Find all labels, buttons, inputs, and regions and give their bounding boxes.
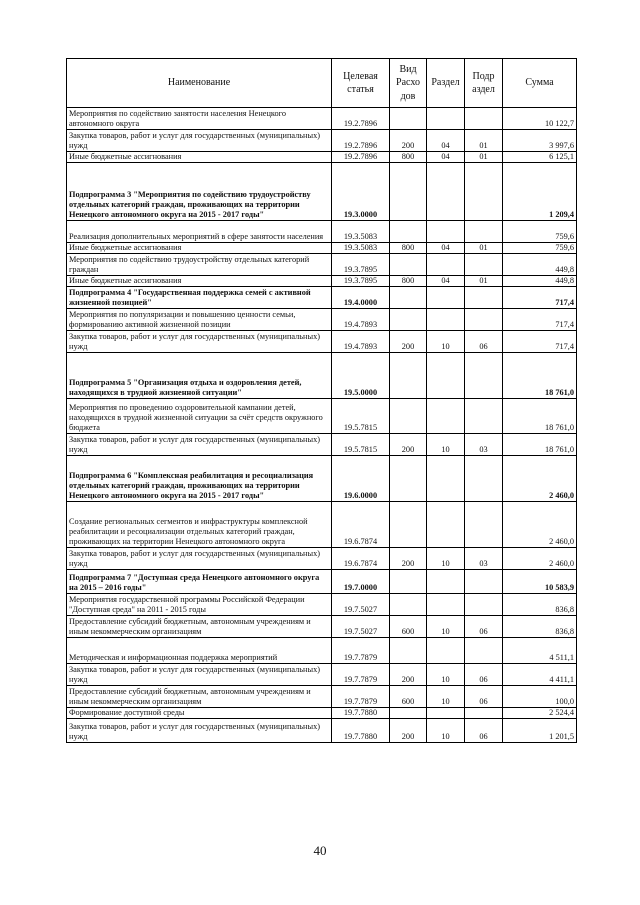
- cell-sum: 3 997,6: [503, 130, 577, 152]
- cell-podrazdel: [465, 708, 503, 719]
- cell-name: Предоставление субсидий бюджетным, автономным учреждениям и иным некоммерческим организациям: [67, 616, 332, 638]
- cell-razdel: [427, 309, 465, 331]
- cell-razdel: 04: [427, 243, 465, 254]
- cell-razdel: [427, 353, 465, 399]
- cell-razdel: [427, 399, 465, 434]
- cell-vid: [390, 638, 427, 664]
- cell-vid: [390, 309, 427, 331]
- cell-name: Предоставление субсидий бюджетным, автономным учреждениям и иным некоммерческим организациям: [67, 686, 332, 708]
- cell-vid: 600: [390, 686, 427, 708]
- cell-code: 19.6.7874: [332, 502, 390, 548]
- cell-sum: 18 761,0: [503, 353, 577, 399]
- cell-name: Подпрограмма 4 "Государственная поддержка семей с активной жизненной позицией": [67, 287, 332, 309]
- table-row: [67, 130, 577, 152]
- cell-podrazdel: [465, 456, 503, 502]
- table-row: [67, 276, 577, 287]
- header-name: Наименование: [67, 59, 332, 108]
- cell-sum: 10 583,9: [503, 570, 577, 594]
- cell-vid: [390, 353, 427, 399]
- cell-name: Создание региональных сегментов и инфраструктуры комплексной реабилитации и ресоциализации отдельных категорий граждан, проживающих на территории Ненецкого автономного округа: [67, 502, 332, 548]
- cell-name: Иные бюджетные ассигнования: [67, 152, 332, 163]
- cell-vid: 200: [390, 434, 427, 456]
- cell-razdel: [427, 638, 465, 664]
- cell-vid: 200: [390, 664, 427, 686]
- cell-name: Закупка товаров, работ и услуг для государственных (муниципальных) нужд: [67, 719, 332, 743]
- cell-code: 19.7.7880: [332, 719, 390, 743]
- cell-razdel: 04: [427, 130, 465, 152]
- cell-name: Иные бюджетные ассигнования: [67, 243, 332, 254]
- cell-name: Реализация дополнительных мероприятий в сфере занятости населения: [67, 221, 332, 243]
- cell-code: 19.4.7893: [332, 309, 390, 331]
- table-row: [67, 502, 577, 548]
- table-row: [67, 163, 577, 221]
- cell-sum: 836,8: [503, 616, 577, 638]
- cell-podrazdel: 06: [465, 616, 503, 638]
- cell-sum: 2 460,0: [503, 456, 577, 502]
- table-header-row: [67, 59, 577, 108]
- cell-vid: 200: [390, 130, 427, 152]
- cell-razdel: 10: [427, 434, 465, 456]
- header-podrazdel: Подр аздел: [465, 59, 503, 108]
- table-row: [67, 353, 577, 399]
- cell-razdel: [427, 502, 465, 548]
- cell-sum: 449,8: [503, 276, 577, 287]
- cell-podrazdel: 03: [465, 548, 503, 570]
- cell-vid: 200: [390, 548, 427, 570]
- table-row: [67, 399, 577, 434]
- cell-razdel: 10: [427, 686, 465, 708]
- cell-name: Методическая и информационная поддержка мероприятий: [67, 638, 332, 664]
- budget-table-sheet: [66, 58, 576, 743]
- cell-podrazdel: [465, 309, 503, 331]
- cell-name: Мероприятия по популяризации и повышению ценности семьи, формированию активной жизненной позиции: [67, 309, 332, 331]
- cell-vid: [390, 163, 427, 221]
- cell-razdel: 10: [427, 548, 465, 570]
- cell-razdel: [427, 570, 465, 594]
- cell-name: Мероприятия по содействию трудоустройству отдельных категорий граждан: [67, 254, 332, 276]
- cell-sum: 717,4: [503, 287, 577, 309]
- cell-code: 19.5.7815: [332, 399, 390, 434]
- cell-code: 19.4.0000: [332, 287, 390, 309]
- cell-vid: 200: [390, 719, 427, 743]
- cell-sum: 4 411,1: [503, 664, 577, 686]
- cell-razdel: 10: [427, 719, 465, 743]
- cell-code: 19.5.0000: [332, 353, 390, 399]
- cell-razdel: 04: [427, 152, 465, 163]
- cell-sum: 717,4: [503, 309, 577, 331]
- table-row: [67, 664, 577, 686]
- cell-podrazdel: [465, 353, 503, 399]
- cell-podrazdel: [465, 108, 503, 130]
- cell-razdel: 10: [427, 664, 465, 686]
- cell-code: 19.7.7879: [332, 638, 390, 664]
- cell-razdel: [427, 163, 465, 221]
- table-row: [67, 570, 577, 594]
- cell-sum: 18 761,0: [503, 434, 577, 456]
- cell-razdel: [427, 254, 465, 276]
- cell-code: 19.3.7895: [332, 276, 390, 287]
- cell-vid: [390, 108, 427, 130]
- table-row: [67, 548, 577, 570]
- table-row: [67, 638, 577, 664]
- cell-sum: 1 209,4: [503, 163, 577, 221]
- cell-podrazdel: [465, 502, 503, 548]
- cell-vid: [390, 287, 427, 309]
- cell-vid: 800: [390, 152, 427, 163]
- cell-code: 19.7.5027: [332, 594, 390, 616]
- table-row: [67, 221, 577, 243]
- cell-podrazdel: [465, 594, 503, 616]
- cell-podrazdel: [465, 163, 503, 221]
- cell-vid: [390, 399, 427, 434]
- cell-podrazdel: [465, 570, 503, 594]
- table-row: [67, 331, 577, 353]
- cell-vid: 200: [390, 331, 427, 353]
- table-row: [67, 287, 577, 309]
- cell-code: 19.6.0000: [332, 456, 390, 502]
- page-number: 40: [313, 843, 327, 858]
- cell-razdel: 10: [427, 616, 465, 638]
- cell-podrazdel: 06: [465, 664, 503, 686]
- cell-code: 19.7.0000: [332, 570, 390, 594]
- cell-sum: 2 524,4: [503, 708, 577, 719]
- cell-sum: 759,6: [503, 243, 577, 254]
- cell-name: Мероприятия государственной программы Российской Федерации "Доступная среда" на 2011 - 2015 годы: [67, 594, 332, 616]
- table-row: [67, 594, 577, 616]
- cell-sum: 10 122,7: [503, 108, 577, 130]
- cell-code: 19.4.7893: [332, 331, 390, 353]
- header-code: Целевая статья: [332, 59, 390, 108]
- cell-podrazdel: 03: [465, 434, 503, 456]
- header-sum: Сумма: [503, 59, 577, 108]
- cell-code: 19.2.7896: [332, 152, 390, 163]
- table-body: [67, 108, 577, 743]
- cell-name: Подпрограмма 6 "Комплексная реабилитация и ресоциализация отдельных категорий граждан, проживающих на территории Ненецкого автономного округа на 2015 - 2017 годы": [67, 456, 332, 502]
- cell-code: 19.2.7896: [332, 108, 390, 130]
- cell-name: Закупка товаров, работ и услуг для государственных (муниципальных) нужд: [67, 130, 332, 152]
- cell-sum: 2 460,0: [503, 548, 577, 570]
- cell-name: Закупка товаров, работ и услуг для государственных (муниципальных) нужд: [67, 664, 332, 686]
- table-row: [67, 616, 577, 638]
- cell-vid: [390, 221, 427, 243]
- cell-code: 19.7.7879: [332, 664, 390, 686]
- cell-code: 19.3.5083: [332, 243, 390, 254]
- cell-razdel: [427, 221, 465, 243]
- cell-podrazdel: 01: [465, 276, 503, 287]
- table-row: [67, 152, 577, 163]
- cell-podrazdel: 06: [465, 331, 503, 353]
- cell-sum: 2 460,0: [503, 502, 577, 548]
- table-row: [67, 108, 577, 130]
- cell-name: Иные бюджетные ассигнования: [67, 276, 332, 287]
- cell-code: 19.2.7896: [332, 130, 390, 152]
- table-row: [67, 719, 577, 743]
- header-razdel: Раздел: [427, 59, 465, 108]
- cell-sum: 1 201,5: [503, 719, 577, 743]
- table-row: [67, 686, 577, 708]
- cell-code: 19.7.5027: [332, 616, 390, 638]
- cell-code: 19.5.7815: [332, 434, 390, 456]
- cell-code: 19.7.7879: [332, 686, 390, 708]
- cell-razdel: [427, 708, 465, 719]
- cell-podrazdel: 01: [465, 243, 503, 254]
- cell-razdel: [427, 456, 465, 502]
- cell-name: Закупка товаров, работ и услуг для государственных (муниципальных) нужд: [67, 434, 332, 456]
- cell-code: 19.3.0000: [332, 163, 390, 221]
- table-row: [67, 434, 577, 456]
- cell-sum: 449,8: [503, 254, 577, 276]
- table-row: [67, 243, 577, 254]
- cell-sum: 4 511,1: [503, 638, 577, 664]
- header-vid: Вид Расхо дов: [390, 59, 427, 108]
- cell-podrazdel: 01: [465, 152, 503, 163]
- cell-podrazdel: 06: [465, 719, 503, 743]
- cell-sum: 717,4: [503, 331, 577, 353]
- cell-code: 19.7.7880: [332, 708, 390, 719]
- cell-name: Мероприятия по содействию занятости населения Ненецкого автономного округа: [67, 108, 332, 130]
- table-row: [67, 309, 577, 331]
- cell-podrazdel: 06: [465, 686, 503, 708]
- cell-name: Закупка товаров, работ и услуг для государственных (муниципальных) нужд: [67, 331, 332, 353]
- cell-vid: 800: [390, 276, 427, 287]
- cell-podrazdel: [465, 254, 503, 276]
- cell-razdel: 10: [427, 331, 465, 353]
- cell-name: Закупка товаров, работ и услуг для государственных (муниципальных) нужд: [67, 548, 332, 570]
- cell-vid: [390, 456, 427, 502]
- cell-podrazdel: [465, 287, 503, 309]
- cell-vid: [390, 570, 427, 594]
- cell-name: Подпрограмма 3 "Мероприятия по содействию трудоустройству отдельных категорий граждан, проживающих на территории Ненецкого автономного округа на 2015 - 2017 годы": [67, 163, 332, 221]
- cell-name: Подпрограмма 7 "Доступная среда Ненецкого автономного округа на 2015 – 2016 годы": [67, 570, 332, 594]
- table-row: [67, 708, 577, 719]
- cell-sum: 100,0: [503, 686, 577, 708]
- cell-sum: 18 761,0: [503, 399, 577, 434]
- cell-name: Формирование доступной среды: [67, 708, 332, 719]
- cell-sum: 6 125,1: [503, 152, 577, 163]
- cell-podrazdel: [465, 638, 503, 664]
- cell-vid: [390, 594, 427, 616]
- budget-table: [66, 58, 577, 743]
- cell-razdel: [427, 287, 465, 309]
- cell-vid: 800: [390, 243, 427, 254]
- cell-razdel: 04: [427, 276, 465, 287]
- cell-vid: [390, 254, 427, 276]
- cell-name: Мероприятия по проведению оздоровительной кампании детей, находящихся в трудной жизненной ситуации за счёт средств окружного бюджета: [67, 399, 332, 434]
- cell-name: Подпрограмма 5 "Организация отдыха и оздоровления детей, находящихся в трудной жизненной ситуации": [67, 353, 332, 399]
- cell-razdel: [427, 594, 465, 616]
- cell-podrazdel: [465, 399, 503, 434]
- cell-vid: 600: [390, 616, 427, 638]
- cell-code: 19.3.7895: [332, 254, 390, 276]
- cell-vid: [390, 502, 427, 548]
- table-row: [67, 456, 577, 502]
- cell-vid: [390, 708, 427, 719]
- cell-sum: 759,6: [503, 221, 577, 243]
- cell-sum: 836,8: [503, 594, 577, 616]
- cell-podrazdel: 01: [465, 130, 503, 152]
- cell-razdel: [427, 108, 465, 130]
- table-row: [67, 254, 577, 276]
- cell-code: 19.6.7874: [332, 548, 390, 570]
- cell-podrazdel: [465, 221, 503, 243]
- cell-code: 19.3.5083: [332, 221, 390, 243]
